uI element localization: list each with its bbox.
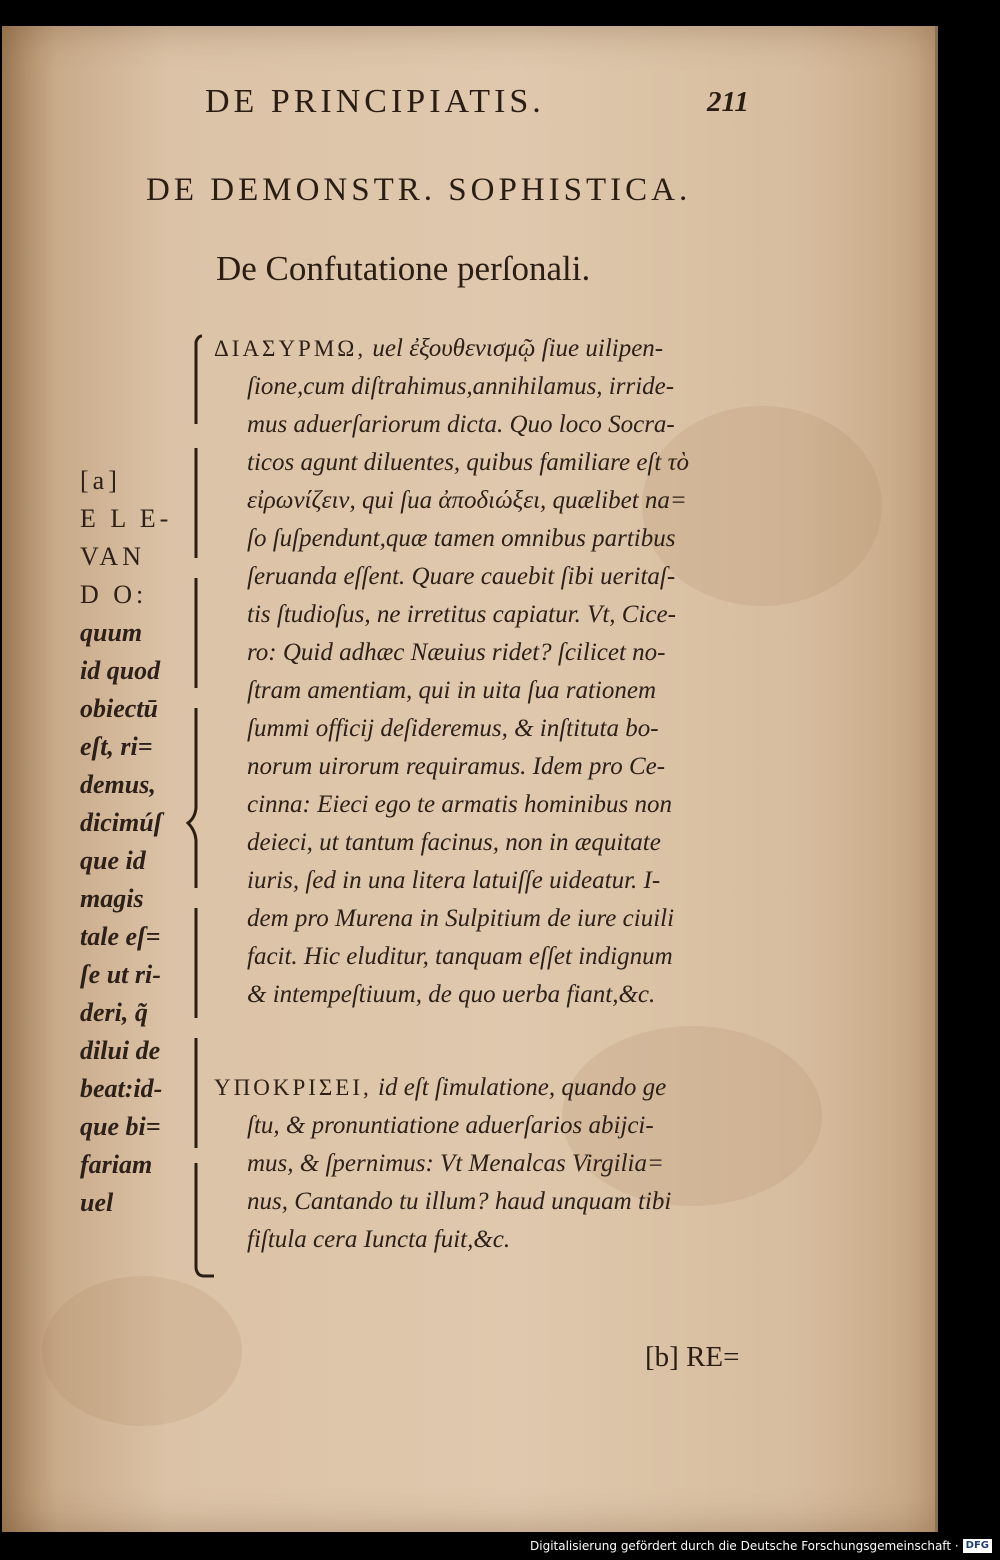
margin-line: que bi= [80,1112,161,1141]
margin-line: [a] [80,466,121,495]
text-line: & intempeſtiuum, de quo uerba fiant,&c. [247,981,656,1008]
text-line: mus aduerſariorum dicta. Quo loco Socra- [247,411,675,438]
text-line: ſo ſuſpendunt,quæ tamen omnibus partibus [247,525,676,552]
subtitle: De Confutatione perſonali. [216,249,591,288]
margin-line: ſe ut ri- [80,960,161,989]
marginal-note [80,462,190,1222]
margin-line: obiectū [80,694,158,723]
text-line: ſtu, & pronuntiatione aduerſarios abijci- [247,1112,654,1139]
text-line: mus, & ſpernimus: Vt Menalcas Virgilia= [247,1150,664,1177]
margin-line: beat:id- [80,1074,163,1103]
text-line: tis ſtudioſus, ne irretitus capiatur. Vt, Cice- [247,601,676,628]
margin-line: uel [80,1188,114,1217]
text-line: ſione,cum diſtrahimus,annihilamus, irride- [247,373,675,400]
text-line: ſummi officij deſideremus, & inſtituta bo- [247,715,659,742]
margin-line: E L E- [80,504,173,533]
margin-line: D O: [80,580,148,609]
margin-line: id quod [80,656,161,685]
paragraph-gap [214,1014,774,1069]
margin-line: dicimúſ [80,808,163,837]
margin-line: dilui de [80,1036,161,1065]
text-line: ΔΙΑΣΥΡΜΩ, uel ἐξουθενισμῷ ſiue uilipen- [214,335,664,362]
margin-line: eſt, ri= [80,732,153,761]
paper-stain [42,1276,242,1426]
text-line: ΥΠΟΚΡΙΣΕΙ, id eſt ſimulatione, quando ge [214,1074,667,1101]
catchword: [b] RE= [645,1341,740,1373]
margin-line: demus, [80,770,156,799]
text-line: facit. Hic eluditur, tanquam eſſet indignum [247,943,673,970]
digitization-credit [530,1534,992,1558]
text-line: dem pro Murena in Sulpitium de iure ciuili [247,905,675,932]
greek-lead-word: ΔΙΑΣΥΡΜΩ, [214,336,367,361]
margin-line: magis [80,884,144,913]
text-line: ticos agunt diluentes, quibus familiare eſt τὸ [247,449,690,476]
margin-line: que id [80,846,146,875]
margin-line: VAN [80,542,145,571]
text-line: ſtram amentiam, qui in uita ſua rationem [247,677,657,704]
margin-line: tale eſ= [80,922,161,951]
text-line: ſeruanda eſſent. Quare cauebit ſibi ueritaſ- [247,563,676,590]
margin-line: fariam [80,1150,153,1179]
text-line: fiſtula cera Iuncta fuit,&c. [247,1226,511,1253]
credit-text: Digitalisierung gefördert durch die Deutsche Forschungsgemeinschaft · [530,1539,959,1553]
text-line: iuris, ſed in una litera latuiſſe uideatur. I- [247,867,661,894]
main-text [214,330,774,1259]
text-line: norum uirorum requiramus. Idem pro Ce- [247,753,666,780]
greek-lead-word: ΥΠΟΚΡΙΣΕΙ, [214,1075,372,1100]
dfg-logo: DFG [963,1539,992,1553]
text-line: ro: Quid adhæc Næuius ridet? ſcilicet no- [247,639,666,666]
page-number: 211 [707,86,749,118]
text-line: nus, Cantando tu illum? haud unquam tibi [247,1188,672,1215]
margin-line: quum [80,618,143,647]
text-line: deieci, ut tantum facinus, non in æquitate [247,829,661,856]
text-line: cinna: Eieci ego te armatis hominibus non [247,791,672,818]
section-title: DE DEMONSTR. SOPHISTICA. [146,172,692,208]
margin-line: deri, q̃ [80,998,148,1027]
text-line: εἰρωνίζειν, qui ſua ἀποδιώξει, quælibet na= [247,487,687,514]
running-head: DE PRINCIPIATIS. [205,83,545,120]
